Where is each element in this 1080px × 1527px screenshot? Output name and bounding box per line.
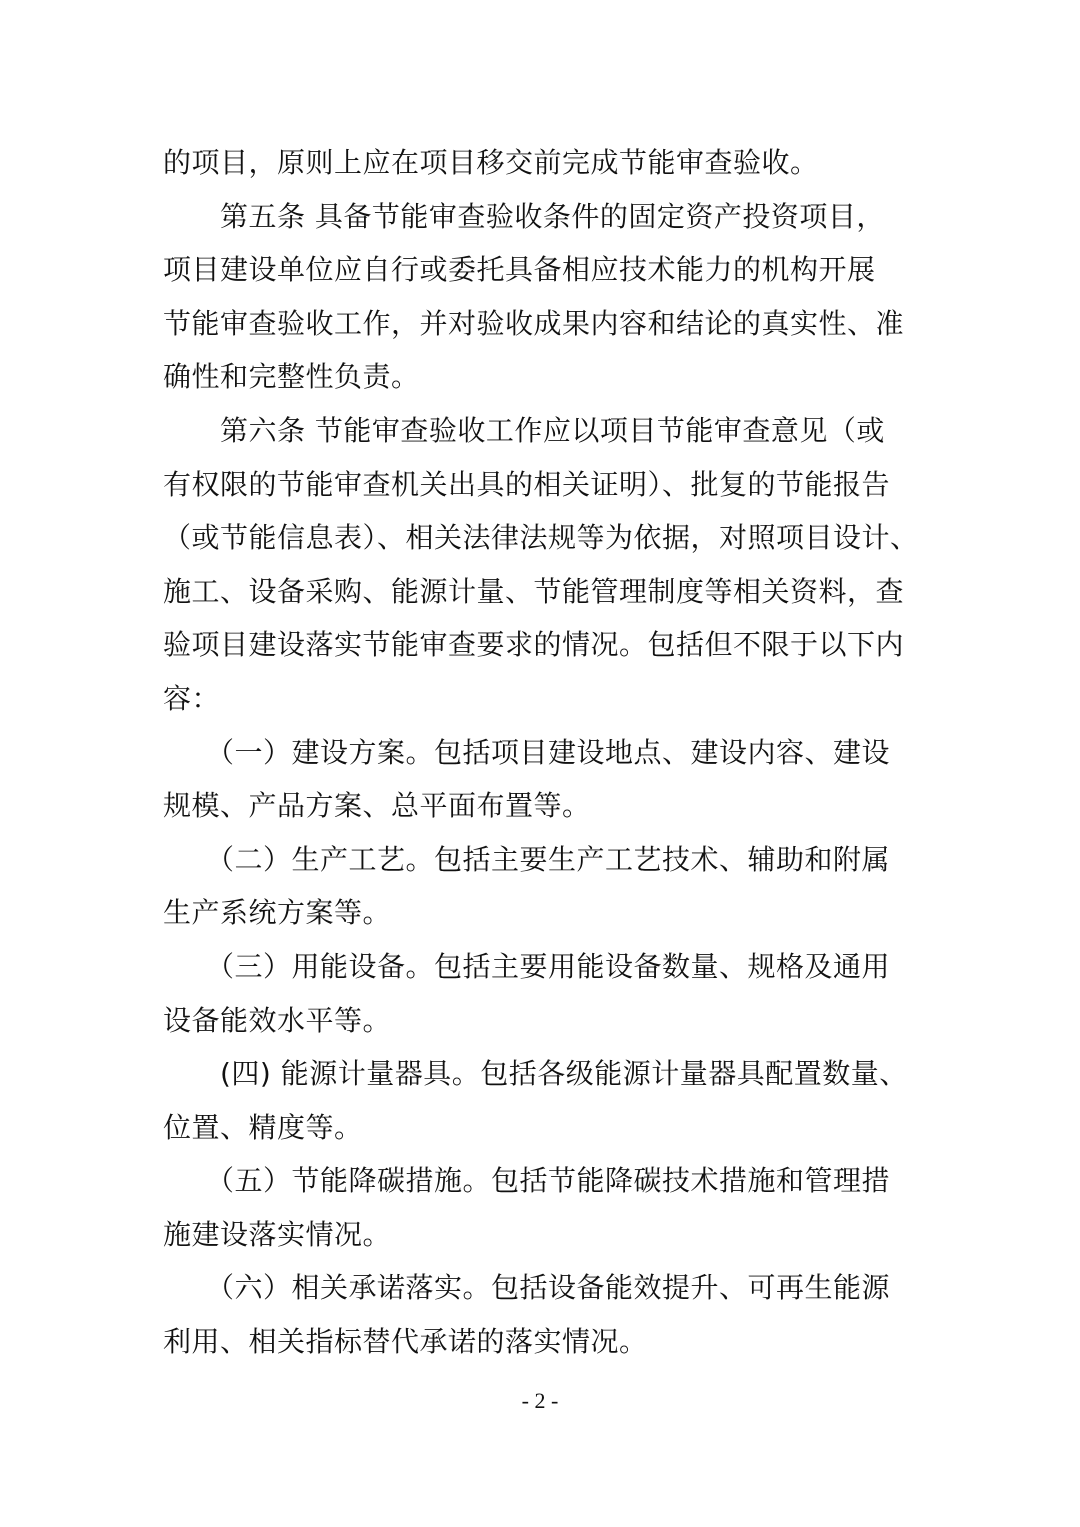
list-item-5-line: （五）节能降碳措施。包括节能降碳技术措施和管理措 bbox=[163, 1164, 891, 1198]
list-item-1-line: （一）建设方案。包括项目建设地点、建设内容、建设 bbox=[163, 735, 891, 769]
text-line: （或节能信息表）、相关法律法规等为依据，对照项目设计、 bbox=[163, 521, 919, 555]
text-line: 项目建设单位应自行或委托具备相应技术能力的机构开展 bbox=[163, 253, 876, 287]
text-line: 的项目，原则上应在项目移交前完成节能审查验收。 bbox=[163, 146, 819, 179]
text-line: 节能审查验收工作，并对验收成果内容和结论的真实性、准 bbox=[163, 306, 905, 340]
text-line: 生产系统方案等。 bbox=[163, 896, 392, 930]
text-line: 利用、相关指标替代承诺的落实情况。 bbox=[163, 1325, 648, 1359]
text-line: 容： bbox=[163, 681, 221, 715]
text-line: 有权限的节能审查机关出具的相关证明）、批复的节能报告 bbox=[163, 467, 891, 501]
article-6-heading-line: 第六条 节能审查验收工作应以项目节能审查意见（或 bbox=[163, 413, 885, 447]
list-item-2-line: （二）生产工艺。包括主要生产工艺技术、辅助和附属 bbox=[163, 842, 891, 876]
list-item-3-line: （三）用能设备。包括主要用能设备数量、规格及通用 bbox=[163, 949, 891, 983]
article-5-heading-line: 第五条 具备节能审查验收条件的固定资产投资项目， bbox=[163, 199, 885, 233]
text-line: 施工、设备采购、能源计量、节能管理制度等相关资料，查 bbox=[163, 574, 905, 608]
text-line: 施建设落实情况。 bbox=[163, 1217, 392, 1251]
page-number: - 2 - bbox=[521, 1388, 559, 1413]
list-item-4-line: (四) 能源计量器具。包括各级能源计量器具配置数量、 bbox=[163, 1057, 908, 1091]
text-line: 位置、精度等。 bbox=[163, 1110, 363, 1144]
list-item-6-line: （六）相关承诺落实。包括设备能效提升、可再生能源 bbox=[163, 1271, 891, 1305]
text-line: 确性和完整性负责。 bbox=[163, 360, 420, 394]
text-line: 验项目建设落实节能审查要求的情况。包括但不限于以下内 bbox=[163, 628, 905, 662]
text-line: 设备能效水平等。 bbox=[163, 1003, 392, 1037]
text-line: 规模、产品方案、总平面布置等。 bbox=[163, 789, 591, 823]
document-body bbox=[163, 136, 923, 1369]
